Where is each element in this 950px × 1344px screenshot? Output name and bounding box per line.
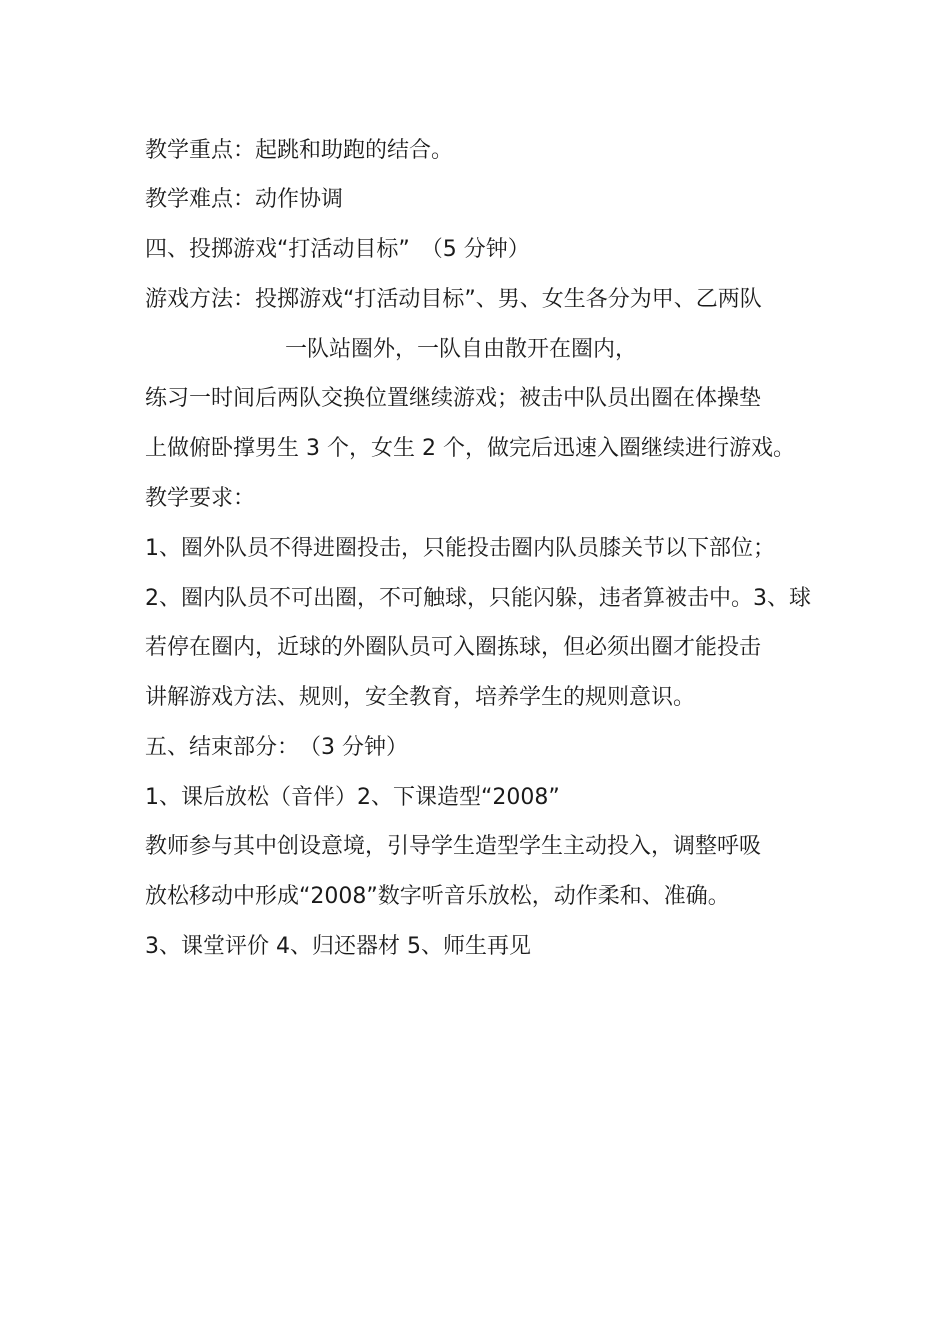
- pushup-line: 上做俯卧撑男生 3 个，女生 2 个，做完后迅速入圈继续进行游戏。: [145, 436, 795, 461]
- difficulty-line: 教学难点：动作协调: [145, 187, 344, 212]
- closing-steps-line: 3、课堂评价 4、归还器材 5、师生再见: [145, 934, 531, 959]
- game-method-continuation: 一队站圈外，一队自由散开在圈内，: [285, 337, 638, 362]
- requirements-heading: 教学要求：: [145, 486, 256, 511]
- section-five-heading: 五、结束部分： （3 分钟）: [145, 735, 408, 760]
- requirement-two: 2、圈内队员不可出圈，不可触球，只能闪躲，违者算被击中。3、球: [145, 586, 811, 611]
- explanation-line: 讲解游戏方法、规则，安全教育，培养学生的规则意识。: [145, 685, 696, 710]
- section-four-heading: 四、投掷游戏“打活动目标” （5 分钟）: [145, 237, 530, 262]
- requirement-three: 若停在圈内，近球的外圈队员可入圈拣球，但必须出圈才能投击: [145, 635, 762, 660]
- practice-line: 练习一时间后两队交换位置继续游戏；被击中队员出圈在体操垫: [145, 386, 762, 411]
- requirement-one: 1、圈外队员不得进圈投击，只能投击圈内队员膝关节以下部位；: [145, 536, 775, 561]
- ending-activities-line: 1、课后放松（音伴）2、下课造型“2008”: [145, 785, 560, 810]
- key-point-line: 教学重点：起跳和助跑的结合。: [145, 138, 454, 163]
- game-method-line: 游戏方法：投掷游戏“打活动目标”、男、女生各分为甲、乙两队: [145, 287, 762, 312]
- relaxation-line: 放松移动中形成“2008”数字听音乐放松，动作柔和、准确。: [145, 884, 730, 909]
- teacher-guidance-line: 教师参与其中创设意境，引导学生造型学生主动投入，调整呼吸: [145, 834, 762, 859]
